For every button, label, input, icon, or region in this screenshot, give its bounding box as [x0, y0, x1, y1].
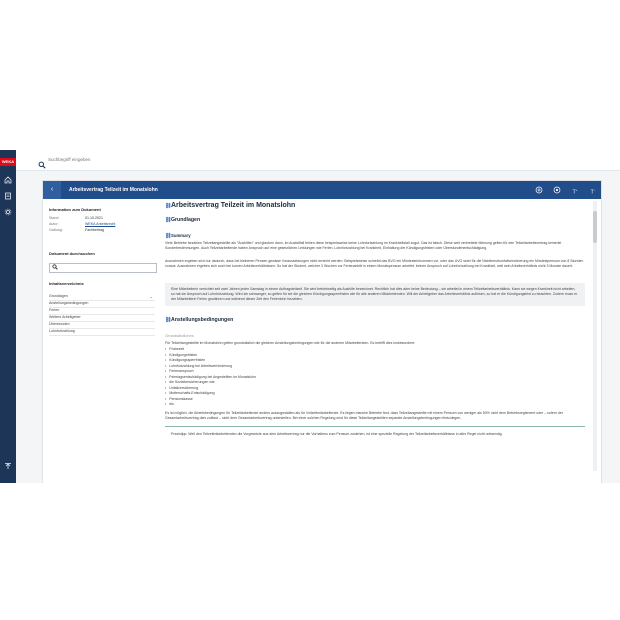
content-scrollbar[interactable] [593, 201, 597, 471]
weka-logo: WEKA [1, 159, 15, 164]
section-heading-summary: ⛓Summary [165, 233, 191, 239]
toc-item-lohnfortzahlung[interactable] [49, 328, 155, 336]
list-item: • Mutterschafts-Entschädigung [165, 391, 256, 397]
toc-item-label: Anstellungsbedingungen [49, 301, 89, 305]
document-search-input[interactable] [49, 263, 157, 273]
list-item: • Probezeit [165, 347, 256, 353]
toc-item-label: Lohnfortzahlung [49, 329, 75, 333]
link-icon[interactable]: ⛓ [165, 217, 172, 223]
list-item: • Ferienanspruch [165, 369, 256, 375]
doc-search-heading: Dokument durchsuchen [49, 251, 95, 256]
link-icon[interactable]: ⛓ [165, 203, 172, 209]
document-header [43, 181, 601, 199]
list-item: • Pensionskasse [165, 397, 256, 403]
anstellung-paragraph-2: Es ist möglich, die Arbeitsbedingungen für Teilzeitarbeitende anders auszugestalten als für Vollzeitmitarbeitende. Es liegen manche Betriebe fest, dass Teilzeitangestellte mit einem Pensum von weniger als 50% nicht dem Betriebsreglement oder – sofern der Gesamtarbeitsvertrag dies zulässt – nicht dem Gesamtarbeitsvertrag unterstellen. Bei einer solchen Regelung sind für diese Teilzeitangestellten separate Anstellungsbedingungen festzulegen. [165, 411, 563, 420]
meta-value: Fachbeitrag [85, 228, 104, 232]
top-search-bar [16, 150, 620, 171]
link-icon[interactable]: ⛓ [165, 317, 172, 323]
app-window [0, 150, 620, 483]
meta-key: Stand: [49, 216, 60, 220]
expand-icon[interactable] [535, 186, 543, 194]
toc-heading: Inhaltsverzeichnis [49, 281, 84, 286]
font-size-icon[interactable]: T+ [572, 188, 578, 196]
document-header-title: Arbeitsvertrag Teilzeit im Monatslohn [69, 187, 158, 193]
author-link[interactable]: WEKA Arbeitsrecht [85, 222, 116, 226]
search-icon [52, 264, 58, 272]
toc-item-label: Ferien [49, 308, 60, 312]
scrollbar-thumb[interactable] [593, 211, 597, 243]
practice-tip: Praxistipp: Weil den Teilzeitmitarbeitenden die Vorgesetzte aus dem Arbeitsvertrag nur die Vorhaltens zum Pensum zustehen, ist eine spezielle Regelung der Teilzeitarbeitsverhältnisse in aller Regel nicht notwendig. [171, 432, 503, 436]
list-item: • Lohnfortzahlung bei Arbeitsverhinderung [165, 364, 256, 370]
summary-paragraph-2: Ausnahmen ergeben sich nur dadurch, dass bei kleineren Pensen gewisse Voraussetzungen nicht erreicht werden. Beispielsweise schreibt das BVG ein Mindesteinkommen vor, oder das UVG setzt für die Nichtberufsunfallversicherung ein Mindestpensum von 8 Stunden voraus. Ausnahmen ergeben sich auch bei kurzen Arbeitsverhältnissen: So hat der Student, welcher 3 Wochen vor Ferienantritt in einem Monatspensum arbeitet, keinen Anspruch auf Lohnfortzahlung bei Krankheit, weil sein Arbeitsverhältnis nicht 3 Monate dauert. [165, 259, 584, 268]
meta-key: Autor: [49, 222, 59, 226]
text-size-icon[interactable]: T− [590, 188, 596, 196]
conditions-list [165, 347, 256, 408]
example-box: Eine Mitarbeiterin verrichtet seit zwei Jahren jeden Samstag in einem Auftragsteilzeit. Sie wird betriebseitig als Aushilfe bezeichnet. Rechtlich hat dies aber keine Bedeutung – sie arbeitet in einem Teilzeitarbeitsverhältnis. Kann sie wegen Krankheit nicht arbeiten, so hat sie Anspruch auf Lohnfortzahlung. Wird sie schwanger, so gelten für sie die gleichen Kündigungssperrfristen wie für alle anderen Mitarbeitenden. Will der Arbeitgeber das Arbeitsverhältnis auflösen, so hat er die Kündigungsfrist zu beachten. Zudem muss er der Mitarbeiterin Ferien gewähren und während dieser Zeit den Ferienlohn bezahlen. [165, 283, 585, 306]
toc-item-label: Weitere Arbeitgeber [49, 315, 81, 319]
list-item: • Kündigungssperrfristen [165, 358, 256, 364]
list-item: • Feiertagsentschädigung bei Angestellten im Monatslohn [165, 375, 256, 381]
search-icon[interactable] [38, 156, 46, 164]
info-icon[interactable] [553, 186, 561, 194]
list-item: • Kündigungsfristen [165, 353, 256, 359]
list-item: • die Sozialversicherungen wie [165, 380, 256, 386]
meta-value: 01.10.2021 [85, 216, 103, 220]
summary-paragraph-1: Viele Betriebe bezahlen Teilzeitangestellte als "Aushilfen" und glauben dann, im Ausfallfall fehlen diese beispielsweise keine Lohnfortzahlung im Krankheitsfall zugut. Das ist falsch. Diese weit verbreitete Meinung gelten für den Teilzeitarbeitsvertrag keinerlei Sonderbestimmungen. Auch Teilzeitarbeitende haben Anspruch auf eine gesetzlichen Leistungen wie Ferien, Lohnfortzahlung bei Krankheit, Einhaltung der Kündigungsfristen oder Überstundenentschädigung. [165, 241, 562, 250]
divider [165, 426, 585, 427]
document-icon[interactable] [4, 192, 12, 200]
section-heading-grundlagen: ⛓Grundlagen [165, 217, 201, 223]
list-item: • Unfallversicherung [165, 386, 256, 392]
back-button[interactable] [43, 181, 61, 199]
section-heading-anstellungsbedingungen: ⛓Anstellungsbedingungen [165, 317, 234, 323]
pin-icon[interactable] [4, 462, 12, 470]
list-item: • etc. [165, 402, 256, 408]
meta-key: Gattung: [49, 228, 63, 232]
home-icon[interactable] [4, 176, 12, 184]
subsection-grundsaetzliches: Grundsätzliches [165, 333, 194, 338]
meta-row-stand [49, 216, 157, 221]
document-content [165, 201, 587, 481]
search-input[interactable] [48, 155, 248, 165]
document-title: ⛓Arbeitsvertrag Teilzeit im Monatslohn [165, 202, 296, 209]
link-icon[interactable]: ⛓ [165, 233, 172, 239]
toc-item-label: Grundlagen [49, 294, 68, 298]
meta-row-autor [49, 222, 157, 227]
anstellung-paragraph-1: Für Teilzeitangestellte im Monatslohn gelten grundsätzlich die gleichen Anstellungsbedingungen wie für die anderen Mitarbeitenden. Es betrifft dies insbesondere: [165, 341, 416, 345]
document-card [42, 180, 602, 483]
document-side-panel [49, 207, 157, 477]
left-rail [0, 150, 16, 483]
toc-item-label: Überstunden [49, 322, 70, 326]
meta-row-gattung [49, 228, 157, 233]
chevron-left-icon: ‹ [50, 186, 54, 193]
info-heading: Information zum Dokument [49, 207, 101, 212]
chevron-down-icon[interactable]: ⌄ [149, 294, 153, 299]
settings-icon[interactable] [4, 208, 12, 216]
